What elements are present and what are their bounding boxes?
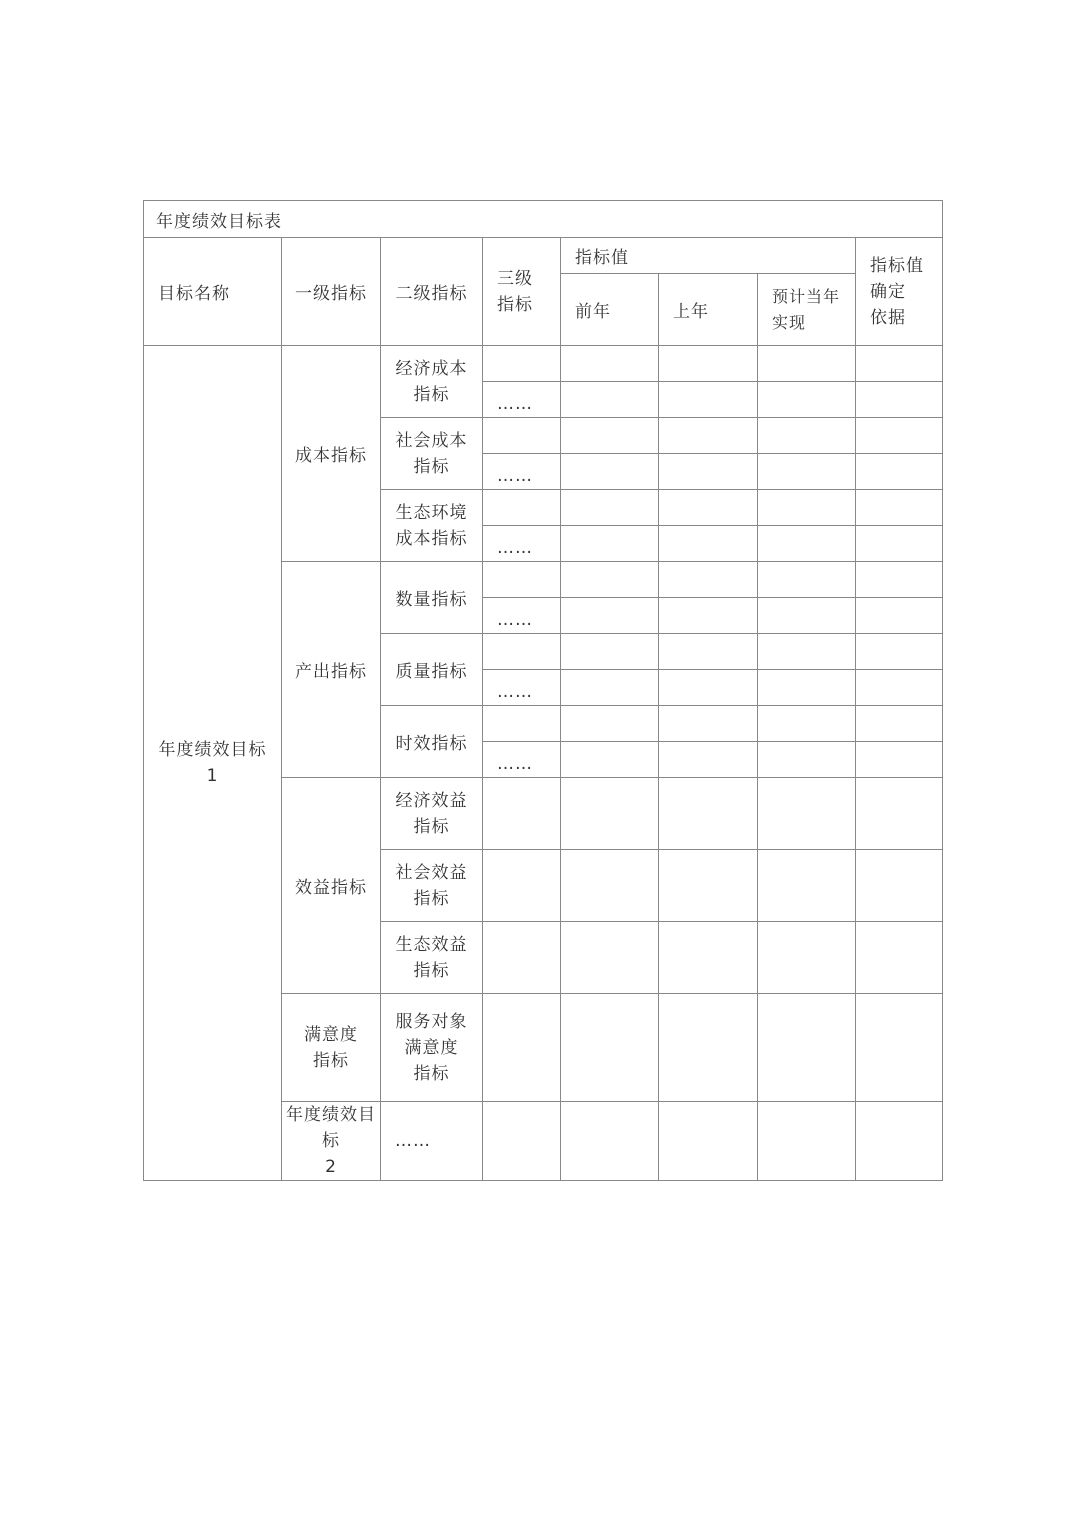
header-prev-year: 前年 [561,274,659,346]
table-cell [758,382,856,418]
table-cell [856,598,943,634]
header-target-name: 目标名称 [144,238,282,346]
table-cell [561,1102,659,1181]
table-cell [758,706,856,742]
table-cell [659,1102,758,1181]
ellipsis-cell: …… [483,670,561,706]
table-cell [659,382,758,418]
goal2-cell [282,1102,381,1181]
ellipsis-cell: …… [483,526,561,562]
table-cell [659,634,758,670]
table-cell [561,850,659,922]
table-cell [483,922,561,994]
table-cell [483,634,561,670]
table-cell [659,418,758,454]
table-cell [856,922,943,994]
table-cell [483,346,561,382]
table-cell [758,490,856,526]
satisfaction-line2: 指标 [313,1050,349,1071]
goal2-level1: …… [381,1102,483,1181]
cost-eco-line2: 成本指标 [395,528,468,549]
table-cell [758,1102,856,1181]
table-cell [561,454,659,490]
table-cell [758,418,856,454]
table-cell [856,670,943,706]
header-indicator-value: 指标值 [561,238,856,274]
table-cell [758,670,856,706]
table-cell [758,562,856,598]
ellipsis-cell: …… [483,382,561,418]
ellipsis-cell: …… [483,742,561,778]
table-cell [561,922,659,994]
output-timeliness-label: 时效指标 [381,706,483,778]
benefit-economic-label [381,778,483,850]
table-cell [856,742,943,778]
goal1-line2: 1 [206,766,219,786]
cost-social-line2: 指标 [413,456,450,477]
table-cell [856,706,943,742]
table-cell [856,526,943,562]
table-cell [856,634,943,670]
table-cell [856,454,943,490]
service-line1: 服务对象 [395,1011,468,1032]
table-cell [561,598,659,634]
table-cell [758,778,856,850]
benefit-eco-label [381,922,483,994]
table-cell [856,994,943,1102]
header-level3-line1: 三级 [497,268,533,289]
table-cell [659,922,758,994]
goal2-line2: 2 [325,1157,337,1177]
header-expected-line1: 预计当年 [772,286,841,306]
benefit-eco-line2: 指标 [413,960,450,981]
table-cell [856,382,943,418]
benefit-social-line2: 指标 [413,888,450,909]
table-cell [659,454,758,490]
table-cell [758,346,856,382]
table-cell [561,490,659,526]
cost-economic-line1: 经济成本 [395,358,468,379]
table-cell [758,598,856,634]
table-cell [856,346,943,382]
cost-social-label [381,418,483,490]
header-expected [758,274,856,346]
table-title: 年度绩效目标表 [144,201,943,238]
table-cell [561,382,659,418]
goal1-line1: 年度绩效目标 [158,740,267,760]
table-cell [659,346,758,382]
performance-goal-table [143,200,943,1181]
table-cell [483,562,561,598]
cost-eco-label [381,490,483,562]
table-cell [758,994,856,1102]
goal1-cell [144,346,282,1181]
header-level3 [483,238,561,346]
table-cell [856,1102,943,1181]
table-cell [856,850,943,922]
table-cell [483,994,561,1102]
table-cell [758,742,856,778]
table-cell [758,634,856,670]
benefit-eco-line1: 生态效益 [395,934,468,955]
header-basis-line2: 确定 [870,281,906,302]
table-cell [659,598,758,634]
table-cell [561,634,659,670]
table-cell [758,850,856,922]
header-level3-line2: 指标 [497,294,533,315]
header-expected-line2: 实现 [772,312,807,332]
table-cell [561,562,659,598]
table-cell [659,670,758,706]
cost-social-line1: 社会成本 [395,430,468,451]
table-cell [561,994,659,1102]
ellipsis-cell: …… [483,598,561,634]
table-cell [561,742,659,778]
output-quality-label: 质量指标 [381,634,483,706]
table-cell [561,526,659,562]
benefit-indicator-label: 效益指标 [282,778,381,994]
table-cell [659,994,758,1102]
header-level1: 一级指标 [282,238,381,346]
table-cell [561,670,659,706]
table-cell [483,418,561,454]
goal2-line1: 年度绩效目标 [286,1105,376,1151]
table-cell [758,526,856,562]
satisfaction-service-label [381,994,483,1102]
table-cell [483,778,561,850]
satisfaction-line1: 满意度 [304,1024,358,1045]
service-line2: 满意度 [404,1037,459,1058]
header-basis-line1: 指标值 [870,255,924,276]
table-cell [758,454,856,490]
table-cell [561,418,659,454]
table-cell [561,346,659,382]
table-cell [856,490,943,526]
table-cell [659,490,758,526]
cost-economic-label [381,346,483,418]
cost-economic-line2: 指标 [413,384,450,405]
table-cell [659,778,758,850]
table-cell [659,742,758,778]
table-cell [659,562,758,598]
table-cell [758,922,856,994]
output-indicator-label: 产出指标 [282,562,381,778]
table-cell [561,778,659,850]
table-cell [856,778,943,850]
service-line3: 指标 [413,1063,450,1084]
table-cell [483,490,561,526]
table-cell [659,850,758,922]
table-cell [659,706,758,742]
table-cell [483,850,561,922]
table-cell [856,418,943,454]
cost-indicator-label: 成本指标 [282,346,381,562]
header-basis [856,238,943,346]
output-quantity-label: 数量指标 [381,562,483,634]
benefit-social-label [381,850,483,922]
satisfaction-indicator-label [282,994,381,1102]
table-cell [856,562,943,598]
table-cell [483,706,561,742]
ellipsis-cell: …… [483,454,561,490]
table-cell [483,1102,561,1181]
benefit-social-line1: 社会效益 [395,862,468,883]
header-level2: 二级指标 [381,238,483,346]
table-cell [561,706,659,742]
benefit-economic-line1: 经济效益 [395,790,468,811]
cost-eco-line1: 生态环境 [395,502,468,523]
table-cell [659,526,758,562]
header-last-year: 上年 [659,274,758,346]
benefit-economic-line2: 指标 [413,816,450,837]
header-basis-line3: 依据 [870,307,906,328]
